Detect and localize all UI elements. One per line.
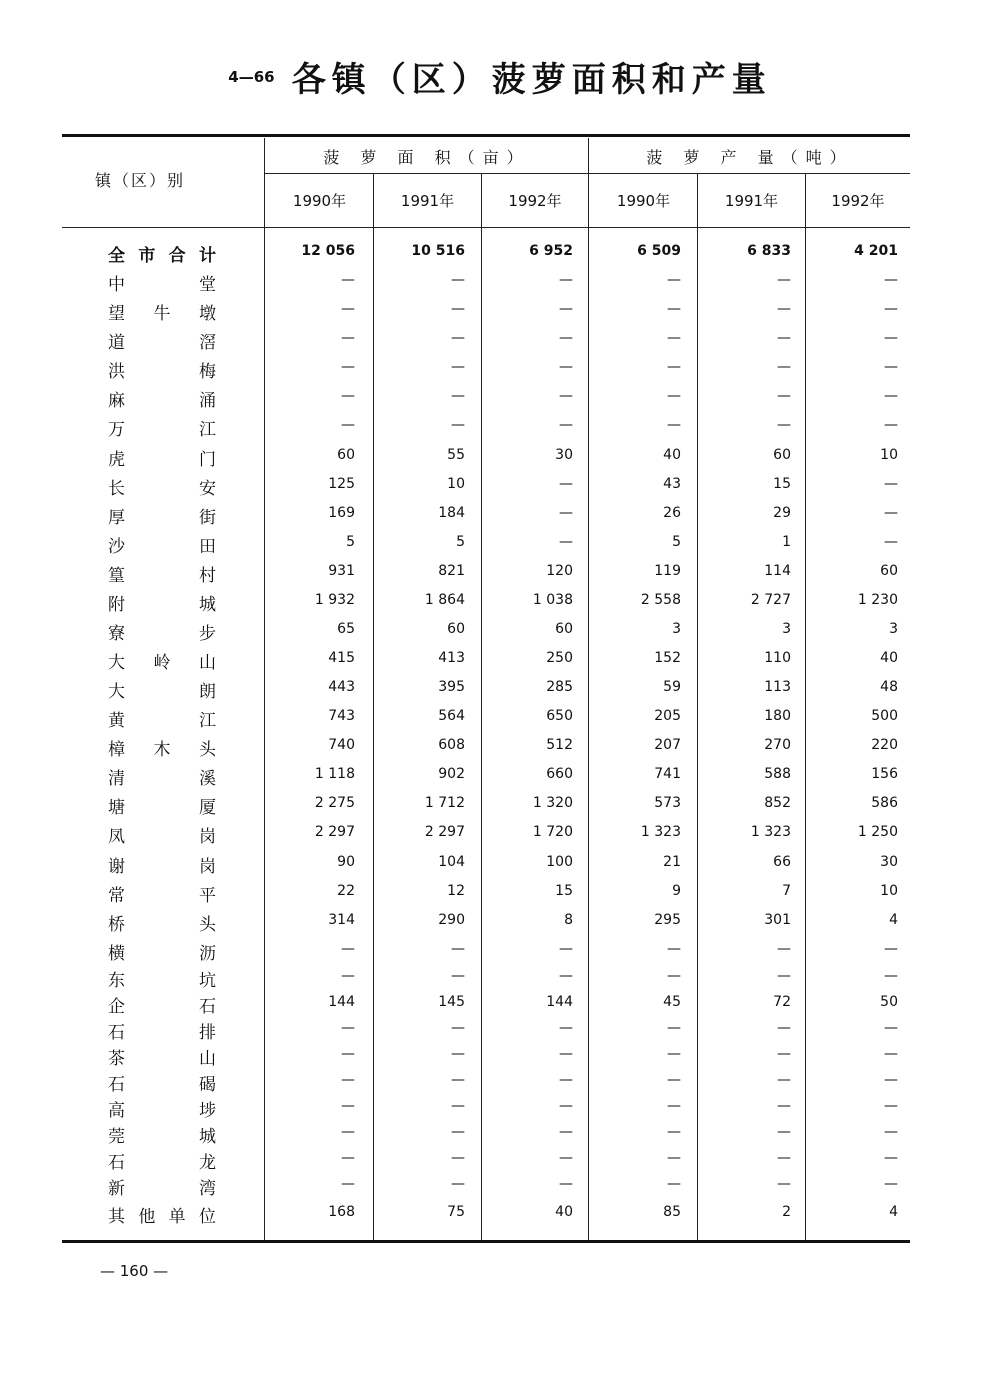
- table-row: [0, 532, 1000, 560]
- table-cell: —: [884, 1020, 898, 1036]
- table-cell: —: [667, 1020, 681, 1036]
- table-cell: —: [777, 272, 791, 288]
- table-row: [0, 1122, 1000, 1150]
- table-cell: —: [559, 417, 573, 433]
- town-name: 全 市 合 计: [108, 246, 216, 266]
- table-row: [0, 764, 1000, 792]
- bottom-rule: [62, 1240, 910, 1243]
- table-cell: 15: [555, 883, 573, 899]
- table-cell: —: [667, 1098, 681, 1114]
- table-cell: 144: [328, 994, 355, 1010]
- table-cell: —: [777, 359, 791, 375]
- table-cell: 4 201: [854, 243, 898, 259]
- town-name: 樟 木 头: [108, 740, 216, 760]
- table-cell: —: [451, 1072, 465, 1088]
- table-cell: 2 727: [750, 592, 791, 608]
- table-cell: 113: [764, 679, 791, 695]
- table-row: [0, 822, 1000, 850]
- town-name: 东 坑: [108, 971, 216, 991]
- table-cell: 4: [889, 912, 898, 928]
- table-cell: 110: [764, 650, 791, 666]
- table-cell: 120: [546, 563, 573, 579]
- table-row: [0, 357, 1000, 385]
- table-row: [0, 1044, 1000, 1072]
- table-row: [0, 992, 1000, 1020]
- table-cell: —: [884, 388, 898, 404]
- table-row: [0, 561, 1000, 589]
- table-cell: 285: [546, 679, 573, 695]
- table-cell: 4: [889, 1204, 898, 1220]
- table-row: [0, 939, 1000, 967]
- table-cell: 10: [880, 447, 898, 463]
- table-row: [0, 1148, 1000, 1176]
- table-cell: 314: [328, 912, 355, 928]
- table-cell: 85: [663, 1204, 681, 1220]
- output-group-header: 菠 萝 产 量（吨）: [646, 148, 854, 167]
- table-cell: —: [777, 1176, 791, 1192]
- table-cell: 5: [672, 534, 681, 550]
- table-cell: —: [667, 1072, 681, 1088]
- table-cell: —: [451, 1176, 465, 1192]
- header-rule: [62, 227, 910, 228]
- table-cell: —: [341, 1176, 355, 1192]
- table-cell: 821: [438, 563, 465, 579]
- table-row: [0, 677, 1000, 705]
- table-cell: 270: [764, 737, 791, 753]
- table-cell: —: [667, 301, 681, 317]
- table-cell: 12: [447, 883, 465, 899]
- table-row: [0, 299, 1000, 327]
- table-cell: —: [777, 330, 791, 346]
- table-cell: 573: [654, 795, 681, 811]
- table-cell: 1 864: [424, 592, 465, 608]
- table-cell: —: [559, 534, 573, 550]
- town-name: 道 滘: [108, 333, 216, 353]
- table-cell: 250: [546, 650, 573, 666]
- table-cell: —: [341, 1072, 355, 1088]
- table-cell: 50: [880, 994, 898, 1010]
- town-name: 长 安: [108, 479, 216, 499]
- table-cell: —: [884, 1072, 898, 1088]
- table-cell: 168: [328, 1204, 355, 1220]
- table-row: [0, 852, 1000, 880]
- table-cell: —: [341, 272, 355, 288]
- table-cell: —: [559, 359, 573, 375]
- town-name: 塘 厦: [108, 798, 216, 818]
- table-cell: —: [341, 359, 355, 375]
- table-cell: 2 558: [640, 592, 681, 608]
- table-cell: —: [667, 330, 681, 346]
- table-row: [0, 619, 1000, 647]
- table-cell: —: [341, 388, 355, 404]
- table-cell: 60: [337, 447, 355, 463]
- table-cell: 6 952: [529, 243, 573, 259]
- table-cell: —: [341, 1020, 355, 1036]
- table-cell: 72: [773, 994, 791, 1010]
- table-cell: 104: [438, 854, 465, 870]
- table-cell: 741: [654, 766, 681, 782]
- table-cell: 295: [654, 912, 681, 928]
- table-cell: —: [884, 1046, 898, 1062]
- table-cell: 12 056: [301, 243, 355, 259]
- town-name: 石 排: [108, 1023, 216, 1043]
- table-cell: 114: [764, 563, 791, 579]
- table-cell: —: [559, 1046, 573, 1062]
- table-cell: 60: [555, 621, 573, 637]
- table-row: [0, 328, 1000, 356]
- table-cell: 205: [654, 708, 681, 724]
- table-cell: 207: [654, 737, 681, 753]
- table-row: [0, 241, 1000, 269]
- table-cell: —: [559, 1124, 573, 1140]
- table-cell: —: [667, 1150, 681, 1166]
- table-cell: 1 320: [532, 795, 573, 811]
- table-cell: —: [451, 1098, 465, 1114]
- table-cell: 90: [337, 854, 355, 870]
- table-row: [0, 590, 1000, 618]
- table-cell: —: [341, 941, 355, 957]
- table-row: [0, 706, 1000, 734]
- table-cell: 301: [764, 912, 791, 928]
- table-cell: —: [559, 1150, 573, 1166]
- table-cell: 564: [438, 708, 465, 724]
- table-cell: 2: [782, 1204, 791, 1220]
- table-cell: 1 250: [857, 824, 898, 840]
- table-cell: 512: [546, 737, 573, 753]
- table-cell: 2 275: [314, 795, 355, 811]
- table-row: [0, 1018, 1000, 1046]
- table-cell: —: [559, 272, 573, 288]
- table-cell: —: [777, 417, 791, 433]
- table-cell: 1 932: [314, 592, 355, 608]
- table-cell: 10: [880, 883, 898, 899]
- table-row: [0, 648, 1000, 676]
- town-name: 莞 城: [108, 1127, 216, 1147]
- table-cell: 22: [337, 883, 355, 899]
- table-cell: —: [777, 1020, 791, 1036]
- table-cell: 60: [447, 621, 465, 637]
- town-name: 洪 梅: [108, 362, 216, 382]
- table-cell: —: [559, 941, 573, 957]
- table-row: [0, 1202, 1000, 1230]
- area-group-header: 菠 萝 面 积（亩）: [323, 148, 531, 167]
- table-cell: 1 720: [532, 824, 573, 840]
- group-underline: [264, 173, 910, 174]
- town-name: 黄 江: [108, 711, 216, 731]
- table-row: [0, 966, 1000, 994]
- table-cell: 743: [328, 708, 355, 724]
- table-cell: 45: [663, 994, 681, 1010]
- table-cell: —: [451, 1150, 465, 1166]
- table-cell: 2 297: [424, 824, 465, 840]
- town-name: 谢 岗: [108, 857, 216, 877]
- table-cell: 586: [871, 795, 898, 811]
- page-number: — 160 —: [100, 1262, 169, 1280]
- table-row: [0, 1174, 1000, 1202]
- town-name: 望 牛 墩: [108, 304, 216, 324]
- town-name: 桥 头: [108, 915, 216, 935]
- town-name: 清 溪: [108, 769, 216, 789]
- table-row: [0, 270, 1000, 298]
- table-cell: 180: [764, 708, 791, 724]
- table-cell: 55: [447, 447, 465, 463]
- table-cell: 8: [564, 912, 573, 928]
- table-cell: —: [341, 1150, 355, 1166]
- table-cell: —: [667, 1046, 681, 1062]
- table-cell: 902: [438, 766, 465, 782]
- table-cell: 413: [438, 650, 465, 666]
- table-cell: —: [884, 1176, 898, 1192]
- table-cell: —: [884, 534, 898, 550]
- table-cell: 10: [447, 476, 465, 492]
- year-header: 1992年: [508, 192, 562, 210]
- table-cell: 5: [456, 534, 465, 550]
- table-cell: —: [884, 941, 898, 957]
- table-cell: —: [884, 417, 898, 433]
- table-cell: —: [559, 1098, 573, 1114]
- table-cell: —: [777, 968, 791, 984]
- table-row: [0, 445, 1000, 473]
- table-cell: 500: [871, 708, 898, 724]
- table-cell: 40: [555, 1204, 573, 1220]
- table-cell: 66: [773, 854, 791, 870]
- table-cell: —: [667, 272, 681, 288]
- table-cell: 1 712: [424, 795, 465, 811]
- table-cell: —: [884, 1150, 898, 1166]
- table-cell: —: [777, 1072, 791, 1088]
- table-cell: 59: [663, 679, 681, 695]
- table-cell: 931: [328, 563, 355, 579]
- table-cell: 15: [773, 476, 791, 492]
- table-number: 4—66: [228, 67, 275, 86]
- town-name: 大 岭 山: [108, 653, 216, 673]
- table-cell: 608: [438, 737, 465, 753]
- table-cell: —: [777, 388, 791, 404]
- table-cell: 40: [663, 447, 681, 463]
- table-cell: —: [667, 388, 681, 404]
- table-cell: 3: [889, 621, 898, 637]
- table-cell: —: [667, 941, 681, 957]
- town-name: 石 龙: [108, 1153, 216, 1173]
- table-cell: 75: [447, 1204, 465, 1220]
- table-cell: 48: [880, 679, 898, 695]
- table-cell: 6 509: [637, 243, 681, 259]
- table-cell: —: [451, 359, 465, 375]
- table-row: [0, 503, 1000, 531]
- table-row: [0, 1096, 1000, 1124]
- table-cell: 1 323: [640, 824, 681, 840]
- town-name: 麻 涌: [108, 391, 216, 411]
- table-cell: —: [451, 1020, 465, 1036]
- table-row: [0, 386, 1000, 414]
- town-name: 石 碣: [108, 1075, 216, 1095]
- table-cell: 60: [880, 563, 898, 579]
- table-cell: 415: [328, 650, 355, 666]
- table-cell: —: [559, 388, 573, 404]
- table-cell: 740: [328, 737, 355, 753]
- table-cell: —: [884, 359, 898, 375]
- table-cell: —: [559, 301, 573, 317]
- top-rule: [62, 134, 910, 137]
- table-cell: 29: [773, 505, 791, 521]
- town-name: 茶 山: [108, 1049, 216, 1069]
- table-cell: 1 038: [532, 592, 573, 608]
- table-cell: —: [451, 1124, 465, 1140]
- table-cell: 395: [438, 679, 465, 695]
- table-cell: —: [341, 1046, 355, 1062]
- town-name: 其 他 单 位: [108, 1207, 216, 1227]
- table-cell: 3: [672, 621, 681, 637]
- table-cell: —: [559, 330, 573, 346]
- town-name: 高 埗: [108, 1101, 216, 1121]
- town-name: 中 堂: [108, 275, 216, 295]
- table-cell: —: [667, 359, 681, 375]
- table-cell: —: [559, 968, 573, 984]
- table-cell: —: [451, 301, 465, 317]
- town-name: 大 朗: [108, 682, 216, 702]
- table-cell: 60: [773, 447, 791, 463]
- table-cell: 100: [546, 854, 573, 870]
- town-name: 常 平: [108, 886, 216, 906]
- table-row: [0, 793, 1000, 821]
- table-cell: 290: [438, 912, 465, 928]
- table-cell: 43: [663, 476, 681, 492]
- table-cell: 852: [764, 795, 791, 811]
- table-cell: —: [777, 1046, 791, 1062]
- table-cell: —: [777, 1124, 791, 1140]
- table-cell: 1 323: [750, 824, 791, 840]
- table-cell: 152: [654, 650, 681, 666]
- table-cell: —: [777, 1150, 791, 1166]
- table-cell: —: [341, 1098, 355, 1114]
- table-cell: —: [341, 330, 355, 346]
- table-cell: 5: [346, 534, 355, 550]
- table-cell: —: [341, 417, 355, 433]
- table-cell: 65: [337, 621, 355, 637]
- table-cell: —: [777, 1098, 791, 1114]
- table-cell: 184: [438, 505, 465, 521]
- table-cell: 145: [438, 994, 465, 1010]
- year-header: 1990年: [616, 192, 671, 210]
- table-row: [0, 1070, 1000, 1098]
- table-cell: 7: [782, 883, 791, 899]
- table-cell: —: [667, 417, 681, 433]
- town-name: 横 沥: [108, 944, 216, 964]
- table-cell: —: [884, 968, 898, 984]
- table-cell: —: [884, 505, 898, 521]
- table-cell: 6 833: [747, 243, 791, 259]
- table-cell: —: [451, 968, 465, 984]
- table-cell: —: [884, 330, 898, 346]
- table-cell: —: [884, 1124, 898, 1140]
- town-name: 企 石: [108, 997, 216, 1017]
- town-name: 凤 岗: [108, 827, 216, 847]
- year-header: 1990年: [292, 192, 347, 210]
- table-cell: —: [559, 1072, 573, 1088]
- table-cell: 220: [871, 737, 898, 753]
- table-cell: —: [451, 272, 465, 288]
- table-cell: 443: [328, 679, 355, 695]
- table-cell: —: [884, 1098, 898, 1114]
- town-name: 虎 门: [108, 450, 216, 470]
- table-cell: 10 516: [411, 243, 465, 259]
- table-cell: 2 297: [314, 824, 355, 840]
- table-cell: 125: [328, 476, 355, 492]
- town-name: 寮 步: [108, 624, 216, 644]
- table-cell: 660: [546, 766, 573, 782]
- table-title: 各镇（区）菠萝面积和产量: [291, 60, 772, 100]
- table-cell: —: [451, 1046, 465, 1062]
- table-cell: —: [559, 476, 573, 492]
- table-cell: —: [559, 505, 573, 521]
- table-cell: —: [777, 941, 791, 957]
- town-name: 附 城: [108, 595, 216, 615]
- table-cell: —: [884, 476, 898, 492]
- table-cell: 119: [654, 563, 681, 579]
- table-cell: —: [667, 968, 681, 984]
- table-row: [0, 735, 1000, 763]
- town-name: 新 湾: [108, 1179, 216, 1199]
- table-cell: —: [341, 968, 355, 984]
- stub-header: 镇（区）别: [95, 171, 186, 190]
- table-cell: 26: [663, 505, 681, 521]
- table-cell: —: [667, 1124, 681, 1140]
- town-name: 厚 街: [108, 508, 216, 528]
- table-cell: 40: [880, 650, 898, 666]
- table-cell: —: [341, 1124, 355, 1140]
- table-cell: 30: [555, 447, 573, 463]
- year-header: 1992年: [831, 192, 885, 210]
- table-cell: 1: [782, 534, 791, 550]
- table-cell: 30: [880, 854, 898, 870]
- town-name: 万 江: [108, 420, 216, 440]
- table-cell: —: [451, 941, 465, 957]
- table-row: [0, 415, 1000, 443]
- table-cell: 1 230: [857, 592, 898, 608]
- table-cell: 650: [546, 708, 573, 724]
- table-row: [0, 910, 1000, 938]
- year-header: 1991年: [400, 192, 455, 210]
- table-cell: 1 118: [314, 766, 355, 782]
- table-row: [0, 881, 1000, 909]
- table-cell: 21: [663, 854, 681, 870]
- table-cell: —: [451, 388, 465, 404]
- table-cell: 9: [672, 883, 681, 899]
- table-cell: —: [884, 272, 898, 288]
- table-cell: —: [777, 301, 791, 317]
- table-cell: 156: [871, 766, 898, 782]
- table-cell: —: [341, 301, 355, 317]
- table-cell: 169: [328, 505, 355, 521]
- year-header: 1991年: [724, 192, 779, 210]
- table-cell: 144: [546, 994, 573, 1010]
- table-cell: 588: [764, 766, 791, 782]
- table-cell: —: [451, 417, 465, 433]
- table-cell: —: [451, 330, 465, 346]
- table-cell: 3: [782, 621, 791, 637]
- table-row: [0, 474, 1000, 502]
- table-cell: —: [884, 301, 898, 317]
- table-cell: —: [559, 1176, 573, 1192]
- page-title: [0, 52, 1000, 101]
- table-cell: —: [667, 1176, 681, 1192]
- town-name: 沙 田: [108, 537, 216, 557]
- table-cell: —: [559, 1020, 573, 1036]
- town-name: 篁 村: [108, 566, 216, 586]
